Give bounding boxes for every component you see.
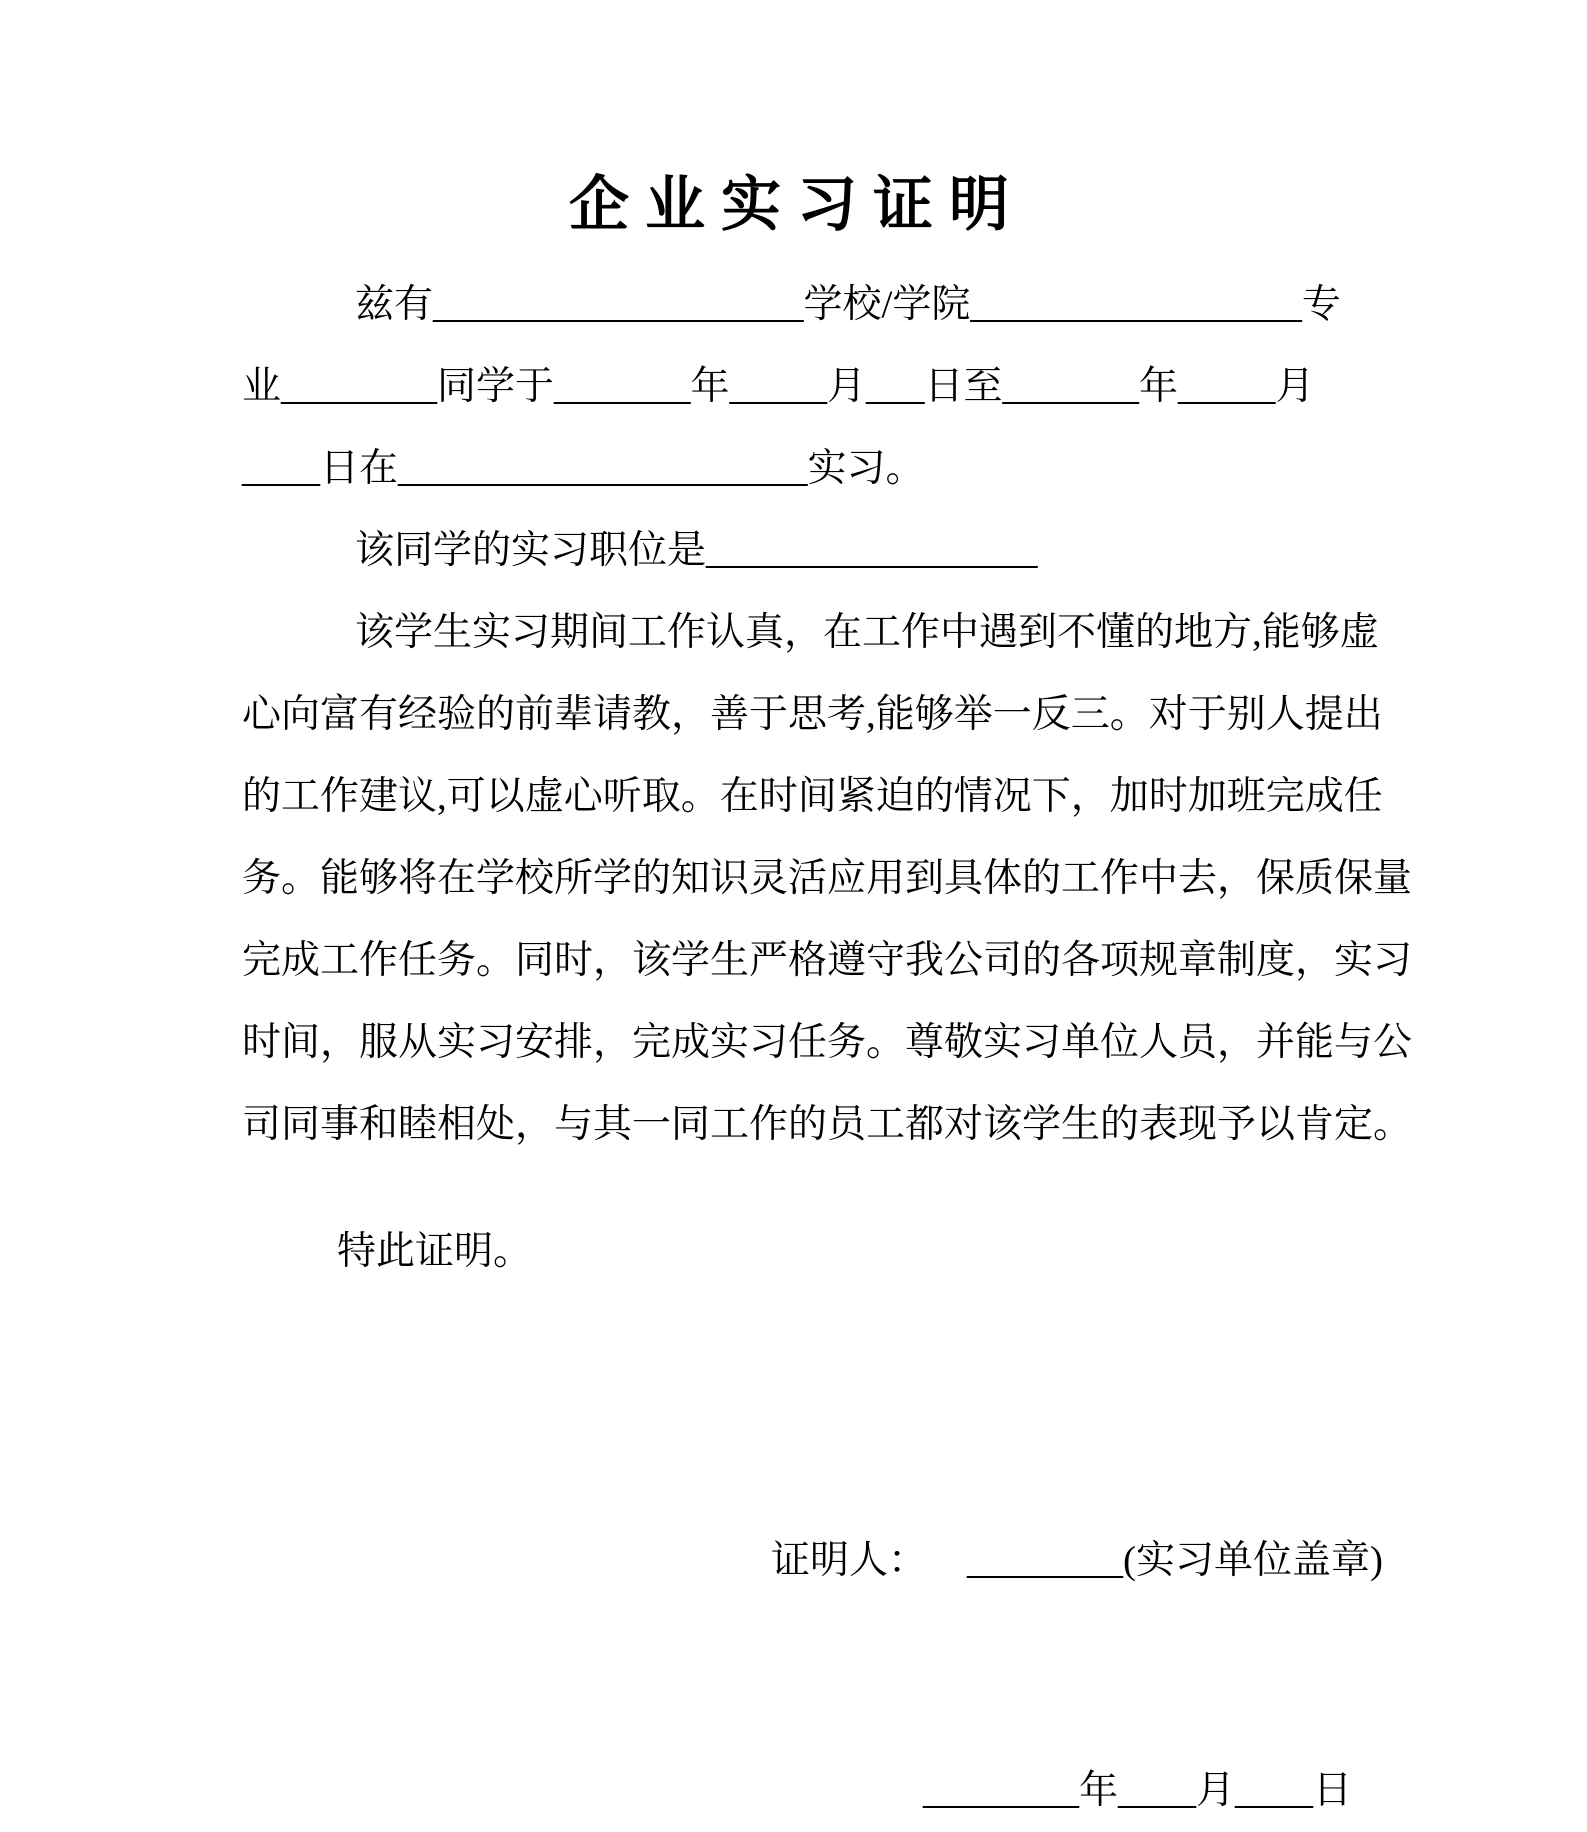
fillin-line-company: ____日在_____________________实习。	[242, 447, 925, 490]
evaluation-line: 心向富有经验的前辈请教，善于思考,能够举一反三。对于别人提出	[242, 693, 1383, 736]
evaluation-line: 完成工作任务。同时，该学生严格遵守我公司的各项规章制度，实习	[242, 939, 1413, 982]
certifier-label: 证明人：	[771, 1539, 928, 1582]
certifier-name-blank: ________	[967, 1539, 1124, 1582]
document-page	[0, 170, 1587, 1828]
date-line: ________年____月____日	[922, 1769, 1352, 1812]
fillin-line-position: 该同学的实习职位是_________________	[355, 529, 1038, 572]
document-title: 企业实习证明	[569, 171, 1025, 238]
evaluation-line: 该学生实习期间工作认真，在工作中遇到不懂的地方,能够虚	[355, 611, 1379, 654]
evaluation-line: 的工作建议,可以虚心听取。在时间紧迫的情况下，加时加班完成任	[242, 775, 1383, 818]
document-body	[242, 264, 1413, 1293]
evaluation-line: 司同事和睦相处，与其一同工作的员工都对该学生的表现予以肯定。	[242, 1103, 1413, 1146]
evaluation-line: 务。能够将在学校所学的知识灵活应用到具体的工作中去，保质保量	[242, 857, 1413, 900]
closing-statement: 特此证明。	[337, 1230, 533, 1273]
seal-note: (实习单位盖章)	[1123, 1539, 1383, 1582]
fillin-line-major-dates: 业________同学于_______年_____月___日至_______年_____月	[242, 365, 1315, 408]
fillin-line-school: 兹有___________________学校/学院_________________专	[355, 283, 1341, 326]
signature-line	[242, 1438, 1383, 1684]
evaluation-line: 时间，服从实习安排，完成实习任务。尊敬实习单位人员，并能与公	[242, 1021, 1413, 1064]
